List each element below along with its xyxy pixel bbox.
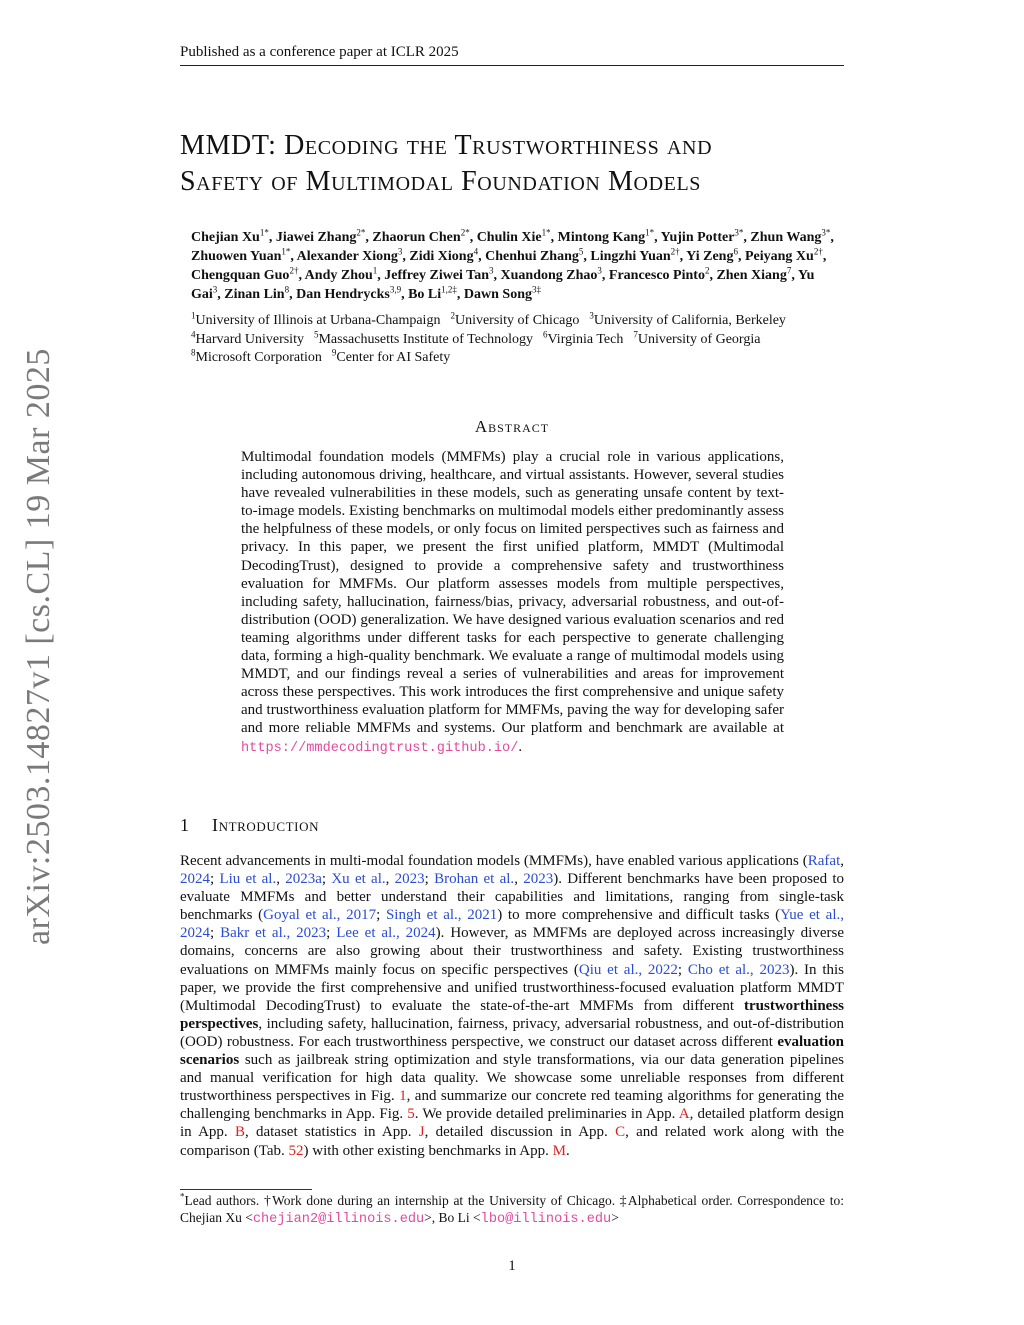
- table-ref-link[interactable]: 52: [288, 1142, 304, 1159]
- affiliation-number: 5: [313, 328, 319, 339]
- author-affiliation-mark: 2†: [289, 265, 299, 276]
- footnote-rule: [180, 1189, 312, 1190]
- affiliation: [589, 310, 786, 328]
- affiliation-number: 4: [191, 328, 196, 339]
- author-name: Zhun Wang: [750, 230, 822, 245]
- affiliation: [191, 328, 304, 347]
- figure-ref-link[interactable]: 5: [407, 1106, 415, 1123]
- author-affiliation-mark: 2: [704, 265, 710, 276]
- author-affiliation-mark: 1,2‡: [441, 284, 457, 295]
- title-line-1: MMDT: Decoding the Trustworthiness and: [180, 130, 713, 161]
- affiliation-number: 2: [450, 310, 455, 321]
- author-name: Yu Gai: [191, 268, 815, 302]
- intro-text: ) with other existing benchmarks in App.: [303, 1142, 553, 1159]
- author-name: Zhuowen Yuan: [191, 249, 282, 264]
- citation-link[interactable]: Lee et al., 2024: [336, 925, 436, 942]
- citation-link[interactable]: Liu et al.: [219, 871, 277, 888]
- bold-term: trustworthiness perspectives: [180, 997, 844, 1032]
- author-name: Jeffrey Ziwei Tan: [384, 268, 490, 283]
- affiliation: [313, 328, 534, 347]
- author-name: Zhaorun Chen: [372, 230, 461, 245]
- affiliation: [450, 310, 580, 328]
- appendix-ref-link[interactable]: J: [418, 1124, 425, 1141]
- affiliation-name: Massachusetts Institute of Technology: [318, 331, 534, 347]
- author-affiliation-mark: 3*: [734, 227, 744, 238]
- citation-link[interactable]: 2023: [523, 871, 554, 888]
- citation-link[interactable]: Singh et al., 2021: [385, 907, 498, 924]
- author-name: Mintong Kang: [557, 230, 646, 245]
- intro-text: ) to more comprehensive and difficult tasks (: [497, 907, 781, 924]
- author-affiliation-mark: 3: [397, 246, 403, 257]
- affiliation-line: [191, 328, 841, 350]
- author-affiliation-mark: 3,9: [389, 284, 402, 295]
- affiliation: [331, 347, 451, 365]
- author-name: Yujin Potter: [660, 230, 735, 245]
- affiliation-name: Center for AI Safety: [336, 350, 451, 365]
- affiliation-number: 7: [633, 328, 638, 339]
- affiliation-number: 9: [331, 347, 337, 358]
- intro-text: , and summarize our concrete red teaming algorithms for generating the challenging benchmarks in App. Fig.: [180, 1088, 844, 1123]
- affiliation-name: Harvard University: [195, 331, 304, 347]
- appendix-ref-link[interactable]: A: [678, 1106, 690, 1123]
- author-name: Chenhui Zhang: [485, 249, 579, 264]
- affiliation-number: 1: [191, 310, 196, 321]
- author-name: Zhen Xiang: [716, 268, 787, 283]
- intro-text: , dataset statistics in App.: [244, 1124, 419, 1141]
- author-affiliation-mark: 2*: [460, 227, 470, 238]
- author-name: Chejian Xu: [191, 230, 260, 245]
- abstract-heading: Abstract: [474, 417, 550, 436]
- page-number: 1: [508, 1258, 516, 1274]
- author-name: Xuandong Zhao: [500, 268, 598, 283]
- citation-link[interactable]: 2023: [394, 871, 425, 888]
- author-affiliation-mark: 1: [372, 265, 378, 276]
- affiliation-name: University of Illinois at Urbana-Champaign: [195, 313, 441, 328]
- author-name: Dan Hendrycks: [296, 287, 390, 302]
- author-affiliation-mark: 3: [597, 265, 602, 276]
- author-affiliation-mark: 2†: [813, 246, 823, 257]
- affiliation-line: [191, 349, 841, 368]
- project-url-link[interactable]: https://mmdecodingtrust.github.io/: [241, 740, 519, 756]
- author-list: Chejian $Xu^{1*}$, Jiawei Zhang$^{2*}$, Zhaorun Chen$^{2*}$, Chulin Xie$^{1*}$, Mintong Kang$^{1*}$, Yujin Potter$^{3*}$, Zhun Wang$^{3*}$, Zhuowen Yuan$^{1*}$, Alexander Xiong$^3$, Zidi Xiong$^4$, Chenhui Zhang$^5$, Lingzhi Yuan$^{2\dagger}$, Yi Zeng$^6$, Peiyang $Xu^{2\dagger}$, Chengquan Guo$^{2\dagger}$, Andy Zhou$^1$, Jeffrey Ziwei Tan$^3$, Xuandong Zhao$^3$, Francesco Pinto$^2$, Zhen Xiang$^7$, Yu Gai$^3$, Zinan Lin$^8$, Dan Hendrycks$^{3,9}$, Bo $Li^{1,2\ddagger}$, Dawn Song$^{3\ddagger}$: [191, 227, 834, 302]
- section-heading-introduction: [180, 815, 844, 836]
- author-name: Andy Zhou: [304, 268, 373, 283]
- citation-link[interactable]: Xu et al.: [331, 871, 386, 888]
- author-affiliation-mark: 2†: [670, 246, 680, 257]
- author-name: Zidi Xiong: [409, 249, 474, 264]
- author-affiliation-mark: 1*: [259, 227, 269, 238]
- author-affiliation-mark: 4: [473, 246, 479, 257]
- section-number: 1: [180, 815, 190, 835]
- intro-text: Recent advancements in multi-modal foundation models (MMFMs), have enabled various applications (: [180, 853, 808, 869]
- footnote: [180, 1192, 844, 1228]
- author-name: Francesco Pinto: [608, 268, 705, 283]
- author-affiliation-mark: 3: [212, 284, 218, 295]
- author-name: Dawn Song: [463, 287, 533, 302]
- paper-title: [180, 128, 850, 200]
- citation-link[interactable]: 2023a: [285, 871, 322, 888]
- author-affiliation-mark: 1*: [645, 227, 655, 238]
- citation-link[interactable]: Goyal et al., 2017: [263, 907, 377, 924]
- intro-text: , detailed platform design in App.: [180, 1106, 844, 1141]
- footnote-mark: *: [180, 1191, 185, 1202]
- footnote-text: >, Bo Li <: [424, 1210, 481, 1225]
- affiliation: [543, 328, 624, 347]
- affiliation-number: 8: [191, 347, 196, 358]
- citation-link[interactable]: Bakr et al., 2023: [220, 925, 327, 942]
- author-name: Jiawei Zhang: [275, 230, 357, 245]
- citation-link[interactable]: Rafat: [807, 853, 841, 869]
- citation-link[interactable]: 2024: [180, 871, 210, 888]
- author-name: Lingzhi Yuan: [590, 249, 671, 264]
- affiliation-name: University of California, Berkeley: [593, 313, 786, 328]
- author-affiliation-mark: 8: [284, 284, 290, 295]
- intro-text: , detailed discussion in App.: [424, 1124, 616, 1141]
- abstract-body: [241, 448, 784, 758]
- intro-text: , including safety, hallucination, fairness, privacy, adversarial robustness, and out-of-distribution (OOD) robustness. For each trustworthiness perspective, we construct our dataset across different: [180, 1015, 844, 1050]
- section-title: Introduction: [212, 815, 320, 835]
- figure-ref-link[interactable]: 1: [399, 1088, 407, 1105]
- author-name: Alexander Xiong: [296, 249, 398, 264]
- affiliation: [191, 347, 322, 365]
- introduction-paragraph: Recent advancements in multi-modal foundation models (MMFMs), have enabled various applications (Rafat, 2024; Liu et al., 2023a; Xu et al., 2023; Brohan et al., 2023). Different benchmarks have been proposed to evaluate MMFMs and better understand their capabilities and limitations, ranging from single-task benchmarks (Goyal et al., 2017; Singh et al., 2021) to more comprehensive and difficult tasks (Yue et al., 2024; Bakr et al., 2023; Lee et al., 2024). However, as MMFMs are deployed across increasingly diverse domains, concerns are also growing about their trustworthiness and safety. Existing trustworthiness evaluations on MMFMs mainly focus on specific perspectives (Qiu et al., 2022; Cho et al., 2023). In this paper, we provide the first comprehensive and unified trustworthiness-focused evaluation platform MMDT (Multimodal DecodingTrust) to evaluate the state-of-the-art MMFMs from different trustworthiness perspectives, including safety, hallucination, fairness, privacy, adversarial robustness, and out-of-distribution (OOD) robustness. For each trustworthiness perspective, we construct our dataset across different evaluation scenarios such as jailbreak string optimization and style transformations, via our data generation pipelines and manual verification for high data quality. We showcase some unreliable responses from different trustworthiness perspectives in Fig. 1, and summarize our concrete red teaming algorithms for generating the challenging benchmarks in App. Fig. 5. We provide detailed preliminaries in App. A, detailed platform design in App. B, dataset statistics in App. J, detailed discussion in App. C, and related work along with the comparison (Tab. 52) with other existing benchmarks in App. M.: [180, 853, 845, 1159]
- bold-term: evaluation scenarios: [180, 1033, 844, 1069]
- citation-link[interactable]: Cho et al., 2023: [687, 961, 790, 978]
- intro-text: ). However, as MMFMs are deployed across increasingly diverse domains, concerns are also growing about their trustworthiness and safety. Existing trustworthiness evaluations on MMFMs mainly focus on specific perspectives (: [180, 925, 844, 978]
- appendix-ref-link[interactable]: B: [234, 1124, 245, 1141]
- author-affiliation-mark: 3*: [821, 227, 831, 238]
- footnote-text: Lead authors. †Work done during an internship at the University of Chicago. ‡Alphabetical order. Correspondence to: Chejian Xu <: [180, 1193, 844, 1225]
- affiliation: [633, 328, 761, 347]
- citation-link[interactable]: Brohan et al.: [434, 871, 515, 888]
- intro-text: ). In this paper, we provide the first comprehensive and unified trustworthiness-focused evaluation platform MMDT (Multimodal DecodingTrust) to evaluate the state-of-the-art MMFMs from different: [180, 961, 845, 1014]
- author-name: Chulin Xie: [476, 230, 542, 245]
- appendix-ref-link[interactable]: C: [615, 1124, 626, 1141]
- affiliation: [191, 310, 441, 328]
- email-link[interactable]: chejian2@illinois.edu: [252, 1212, 425, 1227]
- author-name: Zinan Lin: [224, 287, 285, 302]
- abstract-text: Multimodal foundation models (MMFMs) play a crucial role in various applications, including autonomous driving, healthcare, and virtual assistants. However, several studies have revealed vulnerabilities in these models, such as generating unsafe content by text-to-image models. Existing benchmarks on multimodal models either predominantly assess the helpfulness of these models, or only focus on limited perspectives such as fairness and privacy. In this paper, we present the first unified platform, MMDT (Multimodal DecodingTrust), designed to provide a comprehensive safety and trustworthiness evaluation for MMFMs. Our platform assesses models from multiple perspectives, including safety, hallucination, fairness/bias, privacy, adversarial robustness, and out-of-distribution (OOD) generalization. We have designed various evaluation scenarios and red teaming algorithms under different tasks for each perspective to generate challenging data, forming a high-quality benchmark. We evaluate a range of multimodal models using MMDT, and our findings reveal a series of vulnerabilities and areas for improvement across these perspectives. This work introduces the first comprehensive and unique safety and trustworthiness evaluation platform for MMFMs, paving the way for developing safer and more reliable MMFMs and systems. Our platform and benchmark are available at: [241, 449, 784, 737]
- affiliation-line: [191, 312, 841, 331]
- author-affiliation-mark: 1*: [281, 246, 291, 257]
- author-affiliation-mark: 2*: [356, 227, 366, 238]
- affiliation-list: [191, 312, 841, 368]
- author-affiliation-mark: 7: [786, 265, 792, 276]
- author-name: Chengquan Guo: [191, 268, 290, 283]
- author-affiliation-mark: 3‡: [532, 284, 542, 295]
- affiliation-name: Microsoft Corporation: [195, 350, 322, 365]
- author-affiliation-mark: 1*: [541, 227, 551, 238]
- appendix-ref-link[interactable]: M: [552, 1142, 566, 1159]
- author-affiliation-mark: 3: [489, 265, 494, 276]
- arxiv-stamp[interactable]: arXiv:2503.14827v1 [cs.CL] 19 Mar 2025: [20, 348, 57, 945]
- footnote-text: >: [611, 1210, 619, 1225]
- email-link[interactable]: lbo@illinois.edu: [480, 1212, 612, 1227]
- author-name: Peiyang Xu: [744, 249, 814, 264]
- affiliation-name: University of Chicago: [454, 313, 580, 328]
- intro-text: such as jailbreak string optimization and style transformations, via our data generation pipelines and manual verification for high data quality. We showcase some unreliable responses from different trustworthiness perspectives in Fig.: [180, 1052, 844, 1105]
- citation-link[interactable]: Qiu et al., 2022: [578, 961, 678, 978]
- affiliation-name: Virginia Tech: [547, 331, 624, 347]
- citation-link[interactable]: Yue et al., 2024: [180, 907, 845, 942]
- intro-text: . We provide detailed preliminaries in App.: [414, 1106, 679, 1123]
- intro-text: .: [566, 1142, 570, 1159]
- author-name: Yi Zeng: [686, 249, 734, 264]
- title-line-2: Safety of Multimodal Foundation Models: [180, 166, 701, 197]
- affiliation-name: University of Georgia: [637, 331, 761, 347]
- affiliation-number: 6: [543, 328, 548, 339]
- author-name: Bo Li: [408, 287, 442, 302]
- author-affiliation-mark: 5: [578, 246, 584, 257]
- author-affiliation-mark: 6: [733, 246, 738, 257]
- intro-text: , and related work along with the comparison (Tab.: [180, 1124, 845, 1159]
- affiliation-number: 3: [589, 310, 594, 321]
- intro-text: ). Different benchmarks have been proposed to evaluate MMFMs and better understand their capabilities and limitations, ranging from single-task benchmarks (: [180, 871, 845, 924]
- abstract-end: .: [518, 738, 523, 755]
- running-header: Published as a conference paper at ICLR 2025: [180, 44, 844, 66]
